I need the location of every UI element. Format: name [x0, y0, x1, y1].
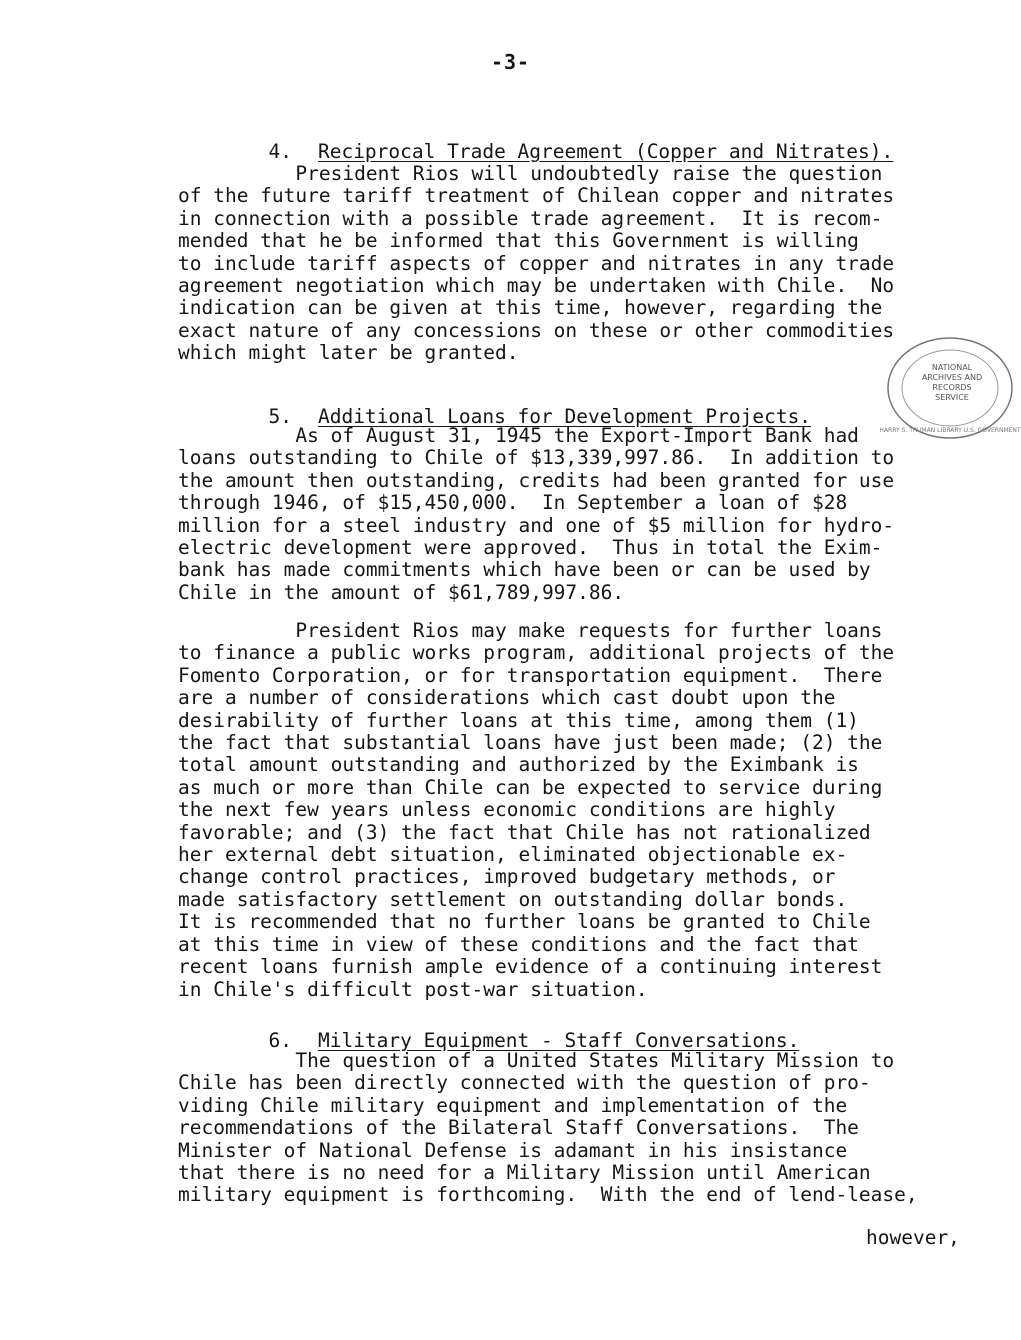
text-line: loans outstanding to Chile of $13,339,997.86. In addition to: [178, 446, 895, 470]
text-line: her external debt situation, eliminated objectionable ex-: [178, 843, 848, 867]
section-number: 5.: [268, 405, 292, 428]
section-4-paragraph-1: [178, 163, 894, 365]
text-line: President Rios may make requests for further loans: [178, 619, 883, 642]
section-5-paragraph-1: [178, 425, 894, 604]
text-line: President Rios will undoubtedly raise the question: [178, 162, 883, 185]
stamp-ring-text: HARRY S. TRUMAN LIBRARY U.S. GOVERNMENT: [879, 427, 1021, 434]
section-5-paragraph-2: [178, 620, 894, 1001]
section-title: Military Equipment - Staff Conversations.: [317, 1029, 800, 1052]
text-line: change control practices, improved budgetary methods, or: [178, 865, 836, 889]
text-line: indication can be given at this time, however, regarding the: [178, 296, 883, 320]
text-line: military equipment is forthcoming. With the end of lend-lease,: [178, 1183, 918, 1207]
text-line: bank has made commitments which have been or can be used by: [178, 558, 871, 582]
text-line: of the future tariff treatment of Chilean copper and nitrates: [178, 184, 895, 208]
text-line: made satisfactory settlement on outstanding dollar bonds.: [178, 887, 848, 911]
text-line: the fact that substantial loans have just been made; (2) the: [178, 731, 883, 755]
text-line: exact nature of any concessions on these or other commodities: [178, 318, 895, 342]
stamp-line: ARCHIVES AND: [921, 373, 983, 382]
text-line: recommendations of the Bilateral Staff Conversations. The: [178, 1116, 859, 1140]
text-line: viding Chile military equipment and implementation of the: [178, 1093, 848, 1117]
text-line: are a number of considerations which cast doubt upon the: [178, 686, 836, 710]
section-title: Reciprocal Trade Agreement (Copper and Nitrates).: [317, 140, 894, 163]
text-line: through 1946, of $15,450,000. In September a loan of $28: [178, 491, 848, 515]
text-line: electric development were approved. Thus in total the Exim-: [178, 536, 883, 560]
text-line: as much or more than Chile can be expected to service during: [178, 775, 883, 799]
text-line: in connection with a possible trade agreement. It is recom-: [178, 206, 883, 230]
text-line: Minister of National Defense is adamant in his insistance: [178, 1138, 848, 1162]
section-5-heading: [245, 382, 811, 428]
text-line: recent loans furnish ample evidence of a continuing interest: [178, 955, 883, 979]
section-4-heading: [245, 117, 893, 163]
text-line: to finance a public works program, additional projects of the: [178, 641, 895, 665]
text-line: the next few years unless economic conditions are highly: [178, 798, 836, 822]
stamp-line: RECORDS: [932, 383, 972, 392]
catchword: however,: [866, 1226, 960, 1249]
section-6-paragraph-1: [178, 1050, 918, 1207]
section-6-heading: [245, 1006, 799, 1052]
text-line: desirability of further loans at this time, among them (1): [178, 708, 859, 732]
section-number: 6.: [268, 1029, 292, 1052]
archives-stamp: [879, 352, 1021, 438]
text-line: favorable; and (3) the fact that Chile has not rationalized: [178, 820, 871, 844]
text-line: at this time in view of these conditions and the fact that: [178, 932, 859, 956]
text-line: agreement negotiation which may be undertaken with Chile. No: [178, 274, 895, 298]
text-line: which might later be granted.: [178, 341, 519, 365]
text-line: in Chile's difficult post-war situation.: [178, 977, 648, 1001]
text-line: Chile in the amount of $61,789,997.86.: [178, 580, 625, 604]
stamp-line: NATIONAL: [931, 363, 973, 372]
section-number: 4.: [268, 140, 292, 163]
text-line: that there is no need for a Military Mission until American: [178, 1161, 871, 1185]
text-line: It is recommended that no further loans be granted to Chile: [178, 910, 871, 934]
text-line: the amount then outstanding, credits had been granted for use: [178, 468, 895, 492]
text-line: million for a steel industry and one of $5 million for hydro-: [178, 513, 895, 537]
text-line: Chile has been directly connected with the question of pro-: [178, 1071, 871, 1095]
text-line: to include tariff aspects of copper and nitrates in any trade: [178, 251, 895, 275]
page-number: -3-: [490, 50, 531, 74]
section-title: Additional Loans for Development Projects.: [317, 405, 812, 428]
text-line: mended that he be informed that this Government is willing: [178, 229, 859, 253]
text-line: total amount outstanding and authorized by the Eximbank is: [178, 753, 859, 777]
stamp-line: SERVICE: [935, 393, 969, 402]
text-line: Fomento Corporation, or for transportation equipment. There: [178, 663, 883, 687]
text-line: The question of a United States Military Mission to: [178, 1049, 895, 1072]
text-line: As of August 31, 1945 the Export-Import Bank had: [178, 424, 859, 447]
